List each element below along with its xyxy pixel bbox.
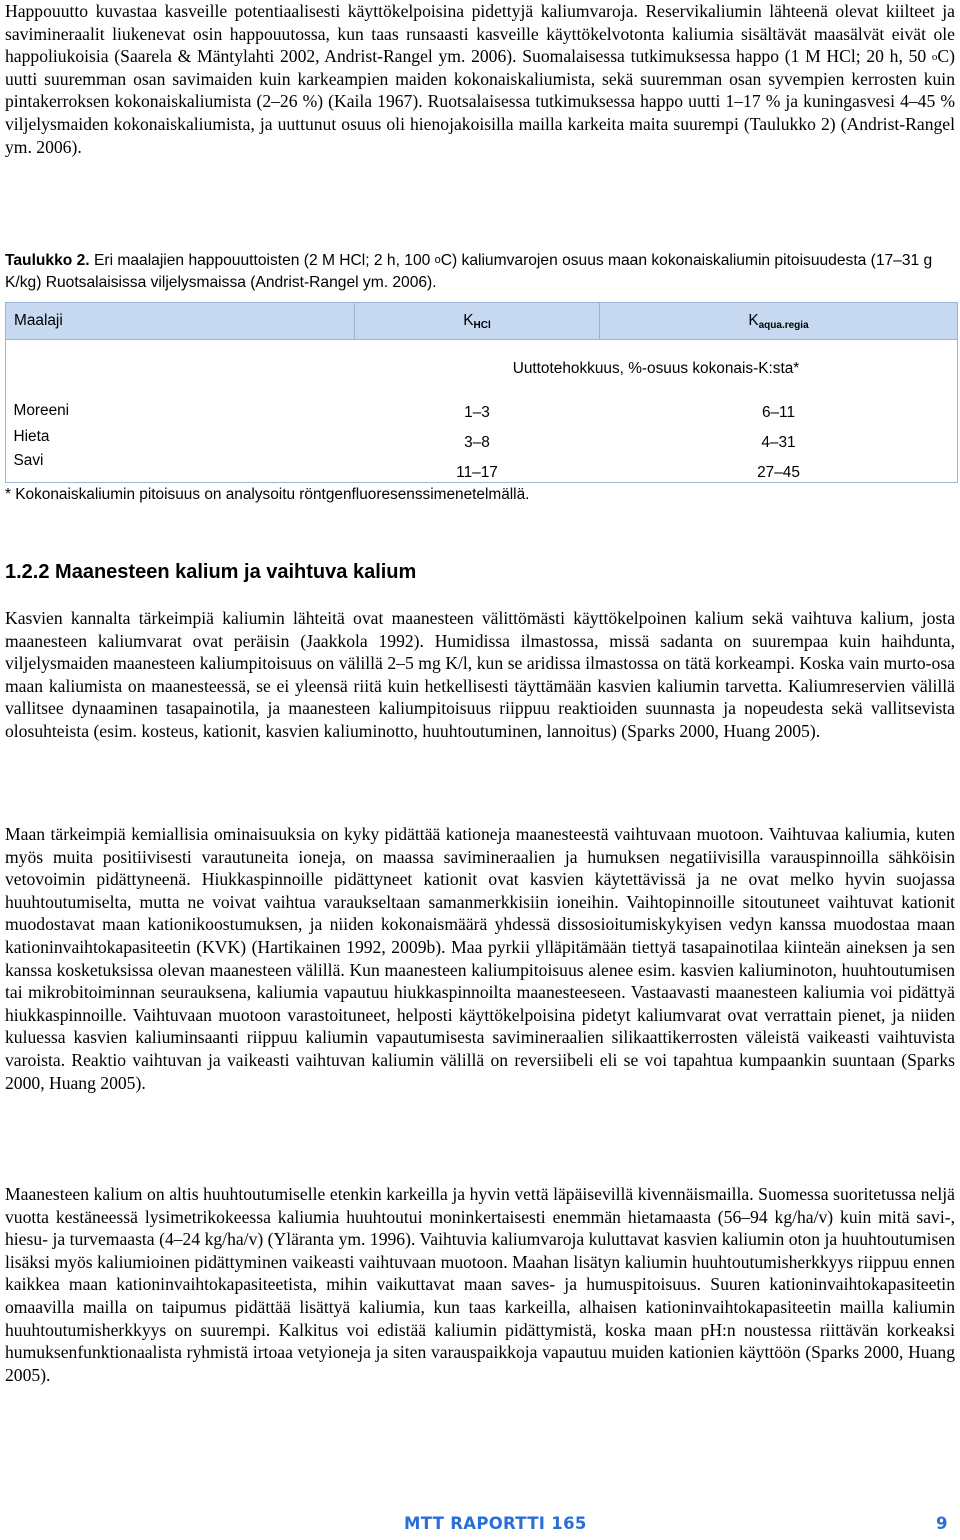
header-k-aqua-sub: aqua.regia [758, 320, 809, 331]
header-k-hcl-sub: HCl [473, 320, 491, 331]
hcl-cell: 1–3 [464, 404, 490, 421]
table-row [6, 382, 958, 422]
table-caption-text-part2: C) kaliumvarojen osuus maan kokonaiskaliumin pitoisuudesta (17–31 g K/kg) Ruotsalaisissa viljelysmaissa (Andrist-Rangel ym. 2006). [5, 252, 933, 291]
table-unit-row [6, 340, 958, 383]
header-k-aqua-main: K [748, 312, 759, 329]
body-paragraph-2: Maan tärkeimpiä kemiallisia ominaisuuksia on kyky pidättää kationeja maanesteestä vaihtuvaan muotoon. Vaihtuvaa kaliumia, kuten myös muita positiivisesti varautuneita ioneja, on maassa savimineraalien ja humuksen negatiivisilla varauspinnoilla sähköisin vetovoimin pidättyneenä. Hiukkaspinnoille pidättyneet kationit ovat kasvien käytettävissä ja ne ovat melko hyvin suojassa huuhtoutumiselta, mutta ne voivat vaihtua varaukseltaan samanmerkkisiin ioneihin. Vaihtopinnoille sitoutuneet vaihtuvat kationit muodostavat maan kationikoostumuksen, ja niiden kokonaismäärä yhdessä dissosioitumiskykyisen vedyn kanssa muodostaa maan kationinvaihtokapasiteetin (KVK) (Hartikainen 1992, 2009b). Maa pyrkii ylläpitämään tiettyä tasapainotilaa kiinteän aineksen ja sen kanssa kosketuksissa olevan maanesteen välillä. Kun maanesteen kaliumpitoisuus alenee esim. kasvien kaliuminoton, huuhtoutumisen tai mikrobitoiminnan seurauksena, kaliumia vapautuu hiukkaspinnoilta maanesteeseen. Vastaavasti maanesteen kaliumia voi pidättyä hiukkaspinnoille. Vaihtuvaan muotoon varastoituneet, helposti käyttökelpoisina pidetyt kaliumvarat ovat verrattain pienet, ja niiden kuluessa kasvien kaliuminsaanti riippuu kaliumin vapautumisesta savimineraalien silikaattikerrosten väleistä vaikeasti vaihtuvista varoista. Reaktio vaihtuvan ja vaikeasti vaihtuvan kaliumin välillä on reversiibeli eli se voi tapahtua kumpaankin suuntaan (Sparks 2000, Huang 2005). [5, 824, 955, 1093]
unit-row-label: Uuttotehokkuus, %-osuus kokonais-K:sta* [512, 360, 800, 377]
body-paragraph-1: Kasvien kannalta tärkeimpiä kaliumin lähteitä ovat maanesteen välittömästi käyttökelpoinen kalium sekä vaihtuva kalium, josta maanesteen kaliumvarat ovat peräisin (Jaakkola 1992). Humidissa ilmastossa, missä sadanta on suurempaa kuin haihdunta, viljelysmaiden maanesteen kaliumpitoisuus on välillä 2–5 mg K/l, kun se aridissa ilmastossa on tätä korkeampi. Koska vain murto-osa maan kaliumista on maanesteessä, se ei yleensä riitä kuin hetkellisesti täyttämään kasvien kaliumin tarvetta. Kaliumreservien välillä vallitsee dynaaminen tasapainotila, ja maanesteen kaliumpitoisuus riippuu reaktioiden suunnasta ja nopeudesta sekä vallitsevista olosuhteista (esim. kosteus, kationit, kasvien kaliuminotto, huuhtoutuminen, lannoitus) (Sparks 2000, Huang 2005). [5, 608, 955, 741]
section-number: 1.2.2 [5, 561, 50, 583]
table-header-row [6, 303, 958, 340]
intro-paragraph [5, 0, 955, 158]
table-caption-text-part1: Eri maalajien happouuttoisten (2 M HCl; 2 h, 100 [89, 252, 435, 269]
header-k-aqua-regia [600, 303, 958, 340]
table-caption-degree-sup: o [434, 254, 441, 266]
section-heading [5, 558, 416, 586]
table-row [6, 422, 958, 452]
soil-cell: Savi [13, 452, 44, 469]
aqua-regia-cell: 27–45 [757, 464, 800, 481]
body-paragraph-3: Maanesteen kalium on altis huuhtoutumiselle etenkin karkeilla ja hyvin vettä läpäisevillä kivennäismailla. Suomessa suoritetussa neljä vuotta kestäneessä lysimetrikokeessa kaliumia huuhtoutui moninkertaisesti enemmän hietamaasta (56–94 kg/ha/v) kuin mitä savi-, hiesu- ja turvemaasta (4–24 kg/ha/v) (Yläranta ym. 1996). Vaihtuvia kaliumvaroja kuluttavat kasvien kaliumin oton ja huuhtoutumisen lisäksi myös kaliumioinen pidättyminen vaikeasti vaihtuvaan muotoon. Maahan lisätyn kaliumin huuhtoutumisherkkyys riippuu ennen kaikkea maan kationinvaihtokapasiteetista, mihin vaikuttavat maan saves- ja humuspitoisuus. Suuren kationinvaihtokapasiteetin omaavilla mailla on taipumus pidättää lisättyä kaliumia, kun taas karkeilla, alhaisen kationinvaihtokapasiteetin mailla kaliumin huuhtoutumisherkkyys on suurempi. Kalkitus voi edistää kaliumin pidättymistä, koska maan pH:n noustessa riittävän korkeaksi humuksenfunktionaalista ryhmistä irtoaa vetyioneja ja siten varauspaikkoja vapautuu muiden kationien käyttöön (Sparks 2000, Huang 2005). [5, 1184, 955, 1385]
intro-text-part2: C) uutti suuremman osan savimaiden kuin karkeampien maiden kokonaiskaliumista, sekä suuremman osan syvempien kerrosten kuin pintakerroksen kokonaiskaliumista (2–26 %) (Kaila 1967). Ruotsalaisessa tutkimuksessa happo uutti 1–17 % ja kuningasvesi 4–45 % viljelysmaiden kokonaiskaliumista, ja uuttunut osuus oli hienojakoisilla mailla karkeita maita suurempi (Taulukko 2) (Andrist-Rangel ym. 2006). [5, 46, 955, 157]
hcl-cell: 11–17 [456, 464, 498, 481]
header-soil-type: Maalaji [6, 303, 355, 340]
aqua-regia-cell: 4–31 [761, 434, 796, 451]
section-title: Maanesteen kalium ja vaihtuva kalium [55, 561, 417, 583]
footer-publication-title: MTT RAPORTTI 165 [404, 1514, 587, 1533]
table-caption-label: Taulukko 2. [5, 252, 90, 269]
hcl-cell: 3–8 [464, 434, 490, 451]
header-k-hcl-main: K [463, 312, 474, 329]
aqua-regia-cell: 6–11 [761, 404, 796, 421]
header-k-hcl [355, 303, 600, 340]
intro-text-part1: Happouutto kuvastaa kasveille potentiaalisesti käyttökelpoisina pidettyjä kaliumvaroja. Reservikaliumin lähteenä olevat kiilteet ja savimineraalit liukenevat osin happouutossa, kun taas runsaasti kasveille käyttökelvotonta kaliumia sisältävät maasälvät eivät ole happoliukoisia (Saarela & Mäntylahti 2002, Andrist-Rangel ym. 2006). Suomalaisessa tutkimuksessa happo (1 M HCl; 20 h, 50 [5, 1, 955, 67]
table-footnote: * Kokonaiskaliumin pitoisuus on analysoitu röntgenfluoresenssimenetelmällä. [5, 486, 530, 503]
soil-cell: Moreeni [13, 402, 70, 419]
soil-cell: Hieta [13, 428, 50, 445]
footer-page-number: 9 [936, 1514, 948, 1533]
potassium-table [5, 302, 958, 486]
degree-sup: o [931, 51, 938, 64]
table-caption [5, 250, 955, 294]
unit-row-empty-cell [6, 340, 355, 383]
table-row [6, 452, 958, 486]
